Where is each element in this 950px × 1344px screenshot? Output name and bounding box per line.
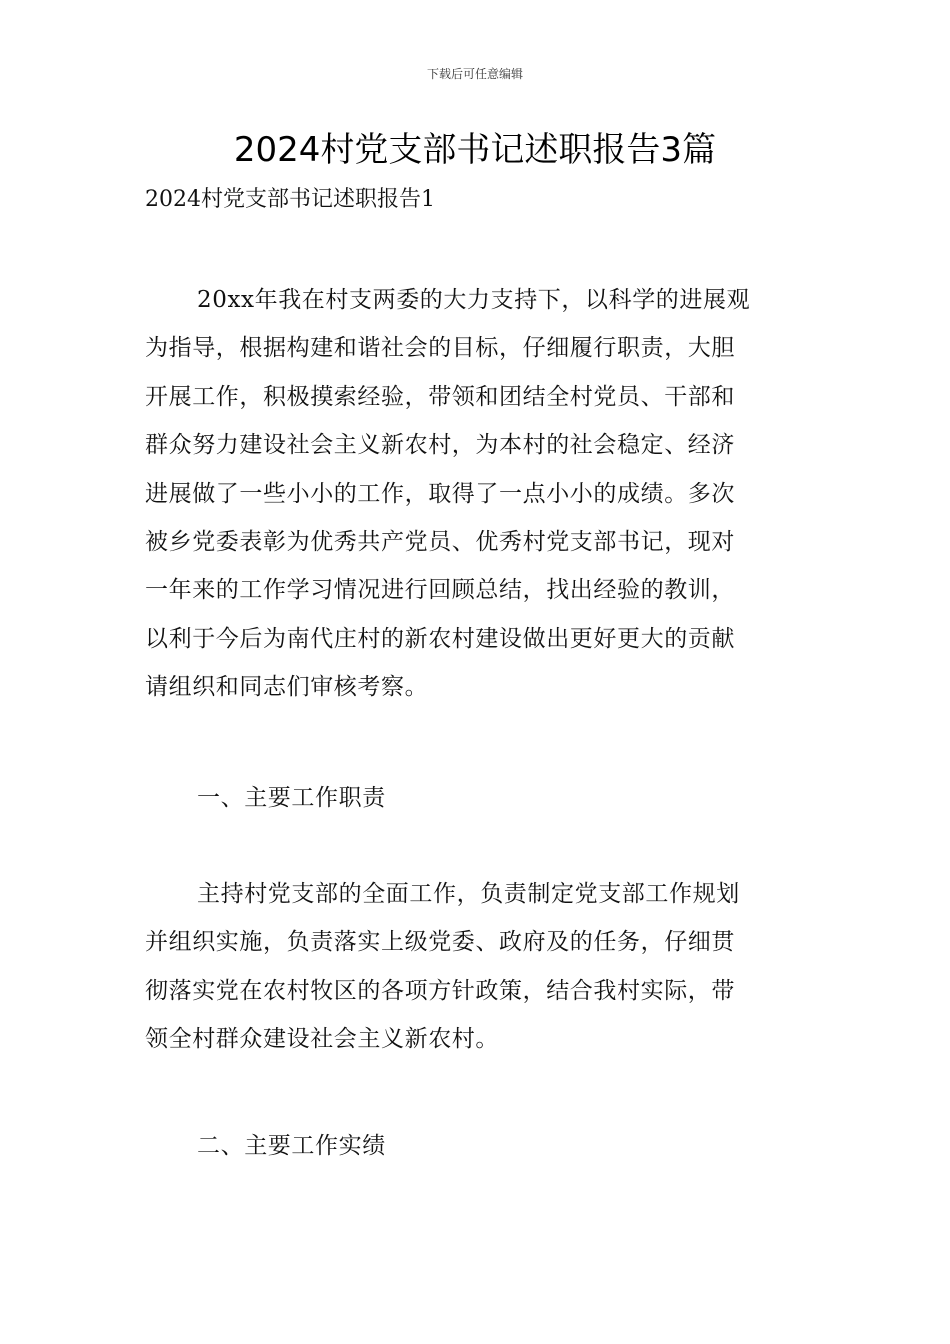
section-heading-duties: 一、主要工作职责 (197, 785, 386, 811)
paragraph-line: 20xx年我在村支两委的大力支持下，以科学的进展观 (197, 287, 751, 313)
paragraph-line: 主持村党支部的全面工作，负责制定党支部工作规划 (197, 881, 740, 907)
paragraph-line: 请组织和同志们审核考察。 (145, 674, 429, 701)
header-note: 下载后可任意编辑 (426, 67, 523, 81)
section-heading-achievements: 二、主要工作实绩 (197, 1133, 386, 1159)
paragraph-line: 为指导，根据构建和谐社会的目标，仔细履行职责，大胆 (145, 335, 735, 362)
paragraph-line: 进展做了一些小小的工作，取得了一点小小的成绩。多次 (145, 480, 735, 507)
paragraph-line: 一年来的工作学习情况进行回顾总结，找出经验的教训， (145, 577, 735, 604)
paragraph-duties (145, 870, 807, 1070)
document-title: 2024村党支部书记述职报告3篇 (233, 130, 717, 170)
paragraph-line: 开展工作，积极摸索经验，带领和团结全村党员、干部和 (145, 383, 735, 410)
paragraph-line: 群众努力建设社会主义新农村，为本村的社会稳定、经济 (145, 432, 735, 459)
paragraph-line: 并组织实施，负责落实上级党委、政府及的任务，仔细贯 (145, 929, 735, 956)
paragraph-line: 被乡党委表彰为优秀共产党员、优秀村党支部书记，现对 (145, 529, 735, 556)
paragraph-line: 彻落实党在农村牧区的各项方针政策，结合我村实际，带 (145, 977, 735, 1004)
paragraph-line: 领全村群众建设社会主义新农村。 (145, 1026, 499, 1053)
section-subtitle: 2024村党支部书记述职报告1 (145, 187, 435, 212)
paragraph-intro (145, 276, 807, 716)
paragraph-line: 以利于今后为南代庄村的新农村建设做出更好更大的贡献 (145, 625, 735, 652)
